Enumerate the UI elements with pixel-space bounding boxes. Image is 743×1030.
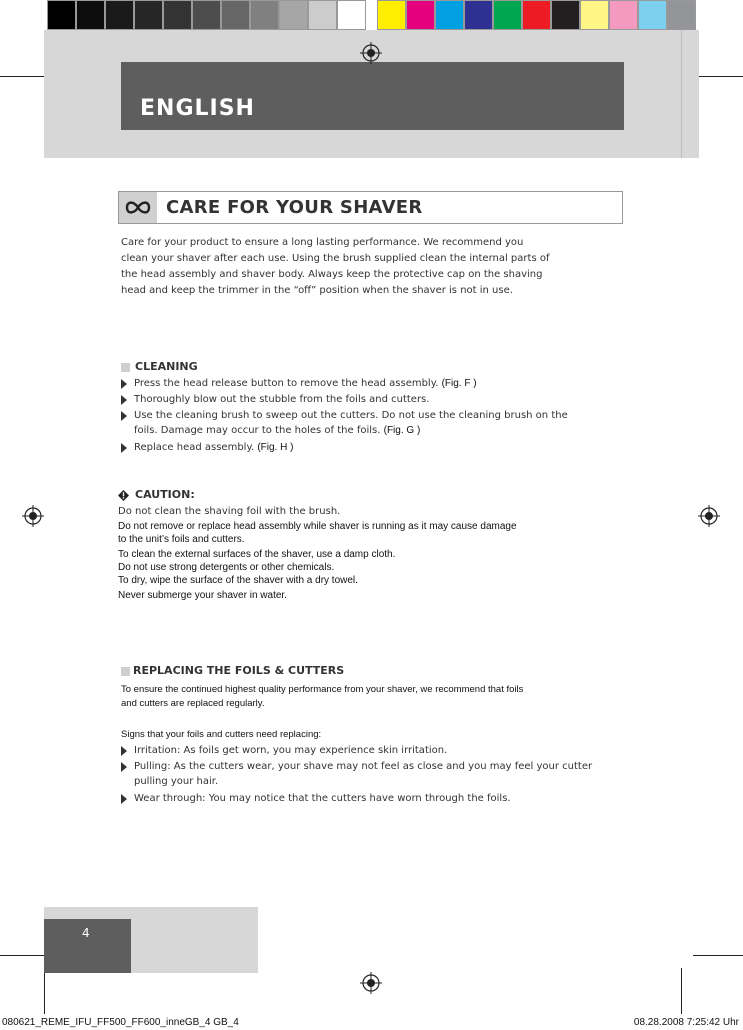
fig-ref: (Fig. G ) <box>383 425 421 436</box>
fig-ref: (Fig. H ) <box>257 442 294 453</box>
crop-mark <box>0 76 50 77</box>
registration-mark-icon <box>22 505 44 527</box>
section-title: CARE FOR YOUR SHAVER <box>166 197 423 218</box>
step-text: Press the head release button to remove the head assembly. <box>134 378 439 389</box>
caution-line: Do not use strong detergents or other chemicals. <box>118 562 335 573</box>
caution-line: Never submerge your shaver in water. <box>118 590 287 601</box>
color-swatch <box>551 0 580 30</box>
color-swatch <box>522 0 551 30</box>
registration-mark-icon <box>360 42 382 64</box>
color-swatch <box>667 0 696 30</box>
gray-swatch <box>250 0 279 30</box>
crop-mark <box>693 76 743 77</box>
band-divider <box>681 30 682 158</box>
registration-mark-icon <box>360 972 382 994</box>
registration-mark-icon <box>698 505 720 527</box>
cleaning-step-cont <box>134 425 420 436</box>
bullet-arrow-icon <box>121 746 127 756</box>
step-text: Replace head assembly. <box>134 442 255 453</box>
step-text: foils. Damage may occur to the holes of the foils. <box>134 425 381 436</box>
gray-swatch <box>308 0 337 30</box>
gray-swatch <box>105 0 134 30</box>
replacing-intro: To ensure the continued highest quality performance from your shaver, we recommend that foils <box>121 684 524 695</box>
gray-swatch <box>337 0 366 30</box>
intro-line: the head assembly and shaver body. Always keep the protective cap on the shaving <box>121 269 543 280</box>
signs-label: Signs that your foils and cutters need replacing: <box>121 729 322 740</box>
fig-ref: (Fig. F ) <box>441 378 477 389</box>
gray-swatch <box>163 0 192 30</box>
bullet-arrow-icon <box>121 794 127 804</box>
heading-square <box>121 363 130 372</box>
language-title: ENGLISH <box>140 96 255 121</box>
page-number: 4 <box>82 926 90 940</box>
replacing-sign: Pulling: As the cutters wear, your shave may not feel as close and you may feel your cutter <box>134 761 593 772</box>
replacing-sign-cont: pulling your hair. <box>134 776 219 787</box>
bullet-arrow-icon <box>121 411 127 421</box>
cleaning-heading: CLEANING <box>135 360 198 373</box>
cleaning-step <box>134 442 293 453</box>
gray-swatch <box>76 0 105 30</box>
infinity-icon <box>119 192 157 223</box>
replacing-heading: REPLACING THE FOILS & CUTTERS <box>133 664 345 677</box>
color-swatch <box>609 0 638 30</box>
gray-swatch <box>279 0 308 30</box>
slug-timestamp: 08.28.2008 7:25:42 Uhr <box>633 1017 739 1028</box>
color-swatch <box>638 0 667 30</box>
gray-swatch <box>134 0 163 30</box>
caution-line: To dry, wipe the surface of the shaver with a dry towel. <box>118 575 358 586</box>
cleaning-step: Use the cleaning brush to sweep out the cutters. Do not use the cleaning brush on the <box>134 410 568 421</box>
bullet-arrow-icon <box>121 762 127 772</box>
cleaning-step: Thoroughly blow out the stubble from the foils and cutters. <box>134 394 430 405</box>
intro-line: Care for your product to ensure a long lasting performance. We recommend you <box>121 237 524 248</box>
heading-square <box>121 667 130 676</box>
section-icon-box <box>119 192 157 223</box>
color-swatch <box>493 0 522 30</box>
color-swatch <box>580 0 609 30</box>
color-swatch <box>406 0 435 30</box>
warning-diamond-icon <box>118 490 129 501</box>
bullet-arrow-icon <box>121 443 127 453</box>
intro-line: clean your shaver after each use. Using the brush supplied clean the internal parts of <box>121 253 550 264</box>
crop-mark <box>44 968 45 1014</box>
caution-heading: CAUTION: <box>135 488 195 501</box>
caution-line: Do not remove or replace head assembly while shaver is running as it may cause damage <box>118 521 517 532</box>
gray-swatch <box>47 0 76 30</box>
crop-mark <box>0 955 50 956</box>
caution-line: To clean the external surfaces of the shaver, use a damp cloth. <box>118 549 396 560</box>
replacing-sign: Wear through: You may notice that the cutters have worn through the foils. <box>134 793 511 804</box>
bullet-arrow-icon <box>121 395 127 405</box>
color-swatch <box>377 0 406 30</box>
caution-line: Do not clean the shaving foil with the brush. <box>118 506 341 517</box>
cleaning-step <box>134 378 477 389</box>
color-swatch <box>464 0 493 30</box>
crop-mark <box>681 968 682 1014</box>
replacing-sign: Irritation: As foils get worn, you may experience skin irritation. <box>134 745 448 756</box>
gray-swatch <box>192 0 221 30</box>
replacing-intro: and cutters are replaced regularly. <box>121 698 265 709</box>
caution-line: to the unit’s foils and cutters. <box>118 534 245 545</box>
crop-mark <box>693 955 743 956</box>
slug-filename: 080621_REME_IFU_FF500_FF600_inneGB_4 GB_4 <box>2 1017 239 1028</box>
color-swatch <box>435 0 464 30</box>
intro-line: head and keep the trimmer in the “off” position when the shaver is not in use. <box>121 285 513 296</box>
gray-swatch <box>221 0 250 30</box>
bullet-arrow-icon <box>121 379 127 389</box>
